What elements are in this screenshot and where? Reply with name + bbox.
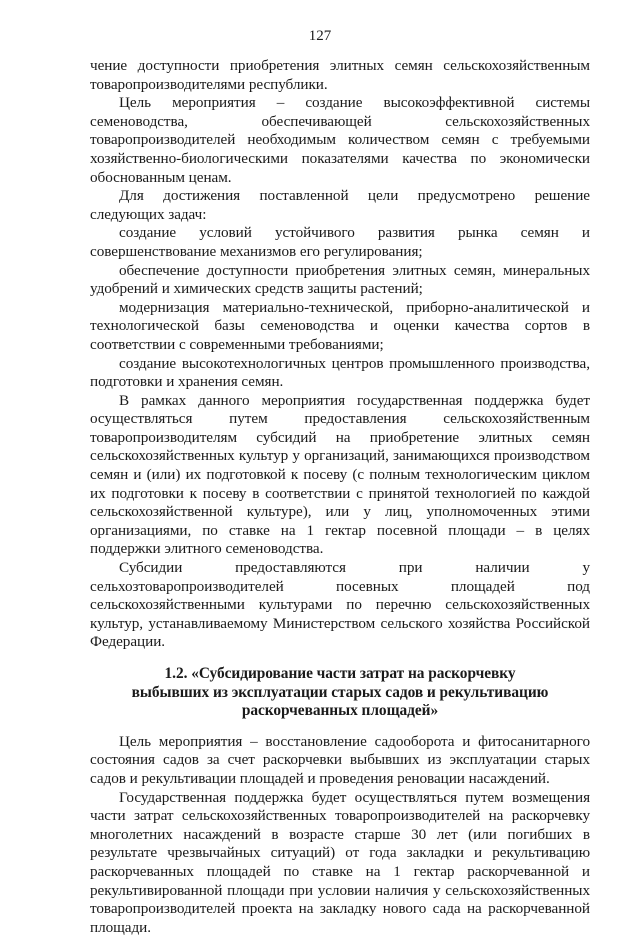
section-heading-line: выбывших из эксплуатации старых садов и рекультивацию bbox=[131, 683, 549, 701]
paragraph-section-goal: Цель мероприятия – восстановление садооборота и фитосанитарного состояния садов за счет раскорчевки выбывших из эксплуатации старых садов и рекультивации площадей и проведения реновации насаждений. bbox=[90, 732, 590, 787]
page-number: 127 bbox=[308, 28, 332, 44]
section-heading-line: 1.2. «Субсидирование части затрат на раскорчевку bbox=[164, 665, 516, 682]
task-item: модернизация материально-технической, приборно-аналитической и технологической базы семеноводства и оценки качества сортов в соответствии с современными требованиями; bbox=[90, 298, 590, 353]
paragraph-tasks-intro: Для достижения поставленной цели предусмотрено решение следующих задач: bbox=[90, 187, 590, 223]
section-heading bbox=[90, 665, 590, 721]
task-item: создание условий устойчивого развития рынка семян и совершенствование механизмов его регулирования; bbox=[90, 224, 590, 260]
paragraph-continuation: чение доступности приобретения элитных семян сельскохозяйственным товаропроизводителями республики. bbox=[90, 57, 590, 93]
paragraph-support: В рамках данного мероприятия государственная поддержка будет осуществляться путем предоставления сельскохозяйственным товаропроизводителям субсидий на приобретение элитных семян сельскохозяйственных культур у организаций, занимающихся производством семян и (или) их подготовкой к посеву (с полным технологическим циклом их подготовки к посеву в соответствии с принятой технологией по каждой сельскохозяйственной культуре), или у лиц, уполномоченных этими организациями, по ставке на 1 гектар посевной площади – в целях поддержки элитного семеноводства. bbox=[90, 391, 590, 558]
paragraph-goal: Цель мероприятия – создание высокоэффективной системы семеноводства, обеспечивающей сельскохозяйственных товаропроизводителей необходимым количеством семян с требуемыми хозяйственно-биологическими показателями качества по экономически обоснованным ценам. bbox=[90, 94, 590, 186]
task-item: обеспечение доступности приобретения элитных семян, минеральных удобрений и химических средств защиты растений; bbox=[90, 261, 590, 298]
section-heading-line: раскорчеванных площадей» bbox=[241, 702, 439, 720]
document-body bbox=[90, 57, 590, 937]
paragraph-subsidies: Субсидии предоставляются при наличии у сельхозтоваропроизводителей посевных площадей под сельскохозяйственными культурами по перечню сельскохозяйственных культур, устанавливаемому Министерством сельского хозяйства Российской Федерации. bbox=[90, 559, 590, 651]
paragraph-section-support: Государственная поддержка будет осуществляться путем возмещения части затрат сельскохозяйственных товаропроизводителей на раскорчевку многолетних насаждений в возрасте старше 30 лет (или погибших в результате чрезвычайных ситуаций) от года закладки и рекультивацию раскорчеванных площадей по ставке на 1 гектар раскорчеванной и рекультивированной площади при условии наличия у сельскохозяйственных товаропроизводителей проекта на закладку нового сада на раскорчеванной площади. bbox=[90, 788, 590, 936]
task-item: создание высокотехнологичных центров промышленного производства, подготовки и хранения семян. bbox=[90, 354, 590, 391]
